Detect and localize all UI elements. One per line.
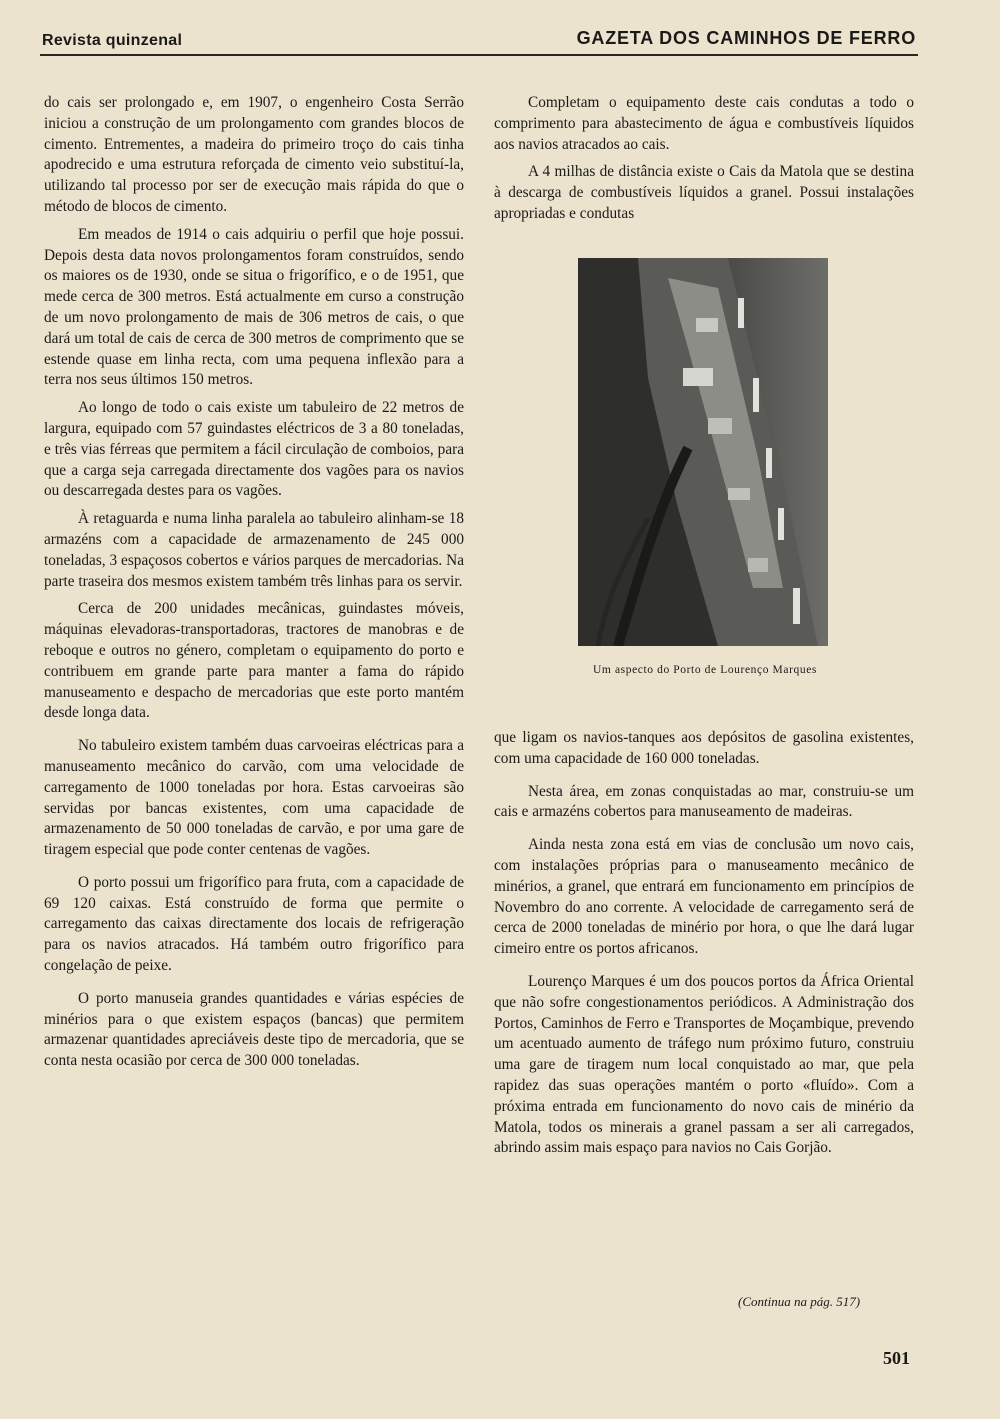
paragraph: Completam o equipamento deste cais condutas a todo o comprimento para abastecimento de água e combustíveis líquidos aos navios atracados ao cais. [494, 94, 914, 153]
paragraph: Ao longo de todo o cais existe um tabuleiro de 22 metros de largura, equipado com 57 guindastes eléctricos de 3 a 80 toneladas, e três vias férreas que permitem a fácil circulação de comboios, para que a carga seja carregada directamente dos vagões para os navios ou descarregada destes para os vagões. [44, 399, 464, 500]
right-column-top [494, 93, 914, 232]
page-number: 501 [883, 1348, 910, 1368]
photo-caption: Um aspecto do Porto de Lourenço Marques [593, 664, 817, 676]
paragraph: que ligam os navios-tanques aos depósitos de gasolina existentes, com uma capacidade de 160 000 toneladas. [494, 729, 914, 767]
port-aerial-photo [578, 258, 828, 646]
paragraph: O porto manuseia grandes quantidades e várias espécies de minérios para o que existem espaços (bancas) que permitem armazenar quantidades apreciáveis deste tipo de mercadoria, que se conta nesta ocasião por cerca de 300 000 toneladas. [44, 989, 464, 1070]
right-column-bottom [494, 728, 914, 1166]
continued-note: (Continua na pág. 517) [738, 1294, 861, 1309]
paragraph: O porto possui um frigorífico para fruta, com a capacidade de 69 120 caixas. Está construído de forma que permite o carregamento das caixas directamente dos locais de refrigeração para os navios atracados. Há também outro frigorífico para congelação de peixe. [44, 873, 464, 975]
paragraph: do cais ser prolongado e, em 1907, o engenheiro Costa Serrão iniciou a construção de um prolongamento com grandes blocos de cimento. Entrementes, a madeira do primeiro troço do cais tinha apodrecido e uma estrutura reforçada de cimento veio substituí-la, utilizando tal processo por ser de execução mais rápida do que o método de blocos de cimento. [44, 94, 464, 215]
paragraph: Em meados de 1914 o cais adquiriu o perfil que hoje possui. Depois desta data novos prolongamentos foram construídos, sendo os maiores os de 1930, onde se situa o frigorífico, e o de 1951, que mede cerca de 300 metros. Está actualmente em curso a construção de um novo prolongamento de mais de 306 metros de cais, o que dará um total de cais de cerca de 300 metros de comprimento que se estende quase em linha recta, com uma pequena inflexão para a terra nos seus últimos 150 metros. [44, 225, 464, 389]
header-right-title: GAZETA DOS CAMINHOS DE FERRO [576, 28, 916, 48]
paragraph: À retaguarda e numa linha paralela ao tabuleiro alinham-se 18 armazéns com a capacidade de armazenamento de 245 000 toneladas, 3 espaçosos cobertos e vários parques de mercadorias. Na parte traseira dos mesmos existem também três linhas para os servir. [44, 510, 464, 590]
paragraph: Cerca de 200 unidades mecânicas, guindastes móveis, máquinas elevadoras-transportadoras, tractores de manobras e de reboque e outros no género, completam o equipamento do porto e contribuem em grande parte para manter a fama do rápido manuseamento e despacho de mercadorias que este porto mantém desde longa data. [44, 600, 464, 722]
paragraph: Ainda nesta zona está em vias de conclusão um novo cais, com instalações próprias para o manuseamento mecânico de minérios, a granel, que entrará em funcionamento em princípios de Novembro do ano corrente. A velocidade de carregamento será de cerca de 2000 toneladas de minério por hora, o que lhe dará lugar cimeiro entre os portos africanos. [494, 836, 914, 958]
header-left-title: Revista quinzenal [42, 32, 183, 49]
left-column [44, 93, 464, 1079]
paragraph: Nesta área, em zonas conquistadas ao mar, construiu-se um cais e armazéns cobertos para manuseamento de madeiras. [494, 782, 914, 821]
paragraph: A 4 milhas de distância existe o Cais da Matola que se destina à descarga de combustíveis líquidos a granel. Possui instalações apropriadas e condutas [494, 163, 914, 222]
page-header [40, 24, 918, 56]
paragraph: Lourenço Marques é um dos poucos portos da África Oriental que não sofre congestionamentos periódicos. A Administração dos Portos, Caminhos de Ferro e Transportes de Moçambique, prevendo um acentuado aumento de tráfego num próximo futuro, construiu uma gare de tiragem num local conquistado ao mar, que pela rapidez das suas operações mantém o porto «fluído». Com a próxima entrada em funcionamento do novo cais de minério da Matola, todos os minerais a granel passam a ser ali carregados, abrindo assim mais espaço para navios no Cais Gorjão. [494, 972, 914, 1157]
paragraph: No tabuleiro existem também duas carvoeiras eléctricas para a manuseamento mecânico do carvão, com uma velocidade de carregamento de 1000 toneladas por hora. Estas carvoeiras são servidas por bancas existentes, com uma capacidade de armazenamento de 50 000 toneladas de carvão, e por uma gare de tiragem especial que pode conter centenas de vagões. [44, 737, 464, 859]
